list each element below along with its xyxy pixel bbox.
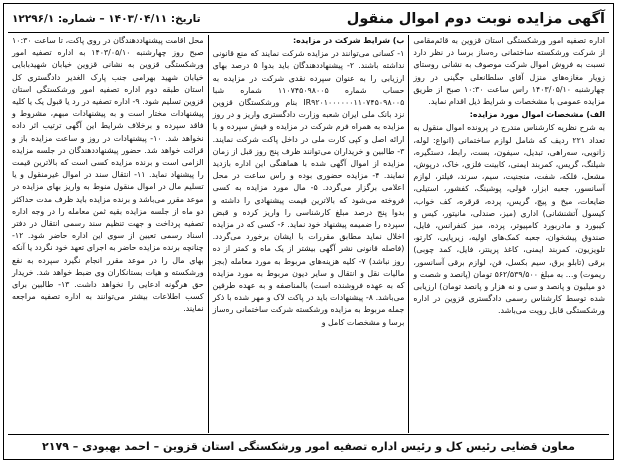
notice-header xyxy=(8,6,609,33)
conditions-part-2: محل اقامت پیشنهاددهندگان در روی پاکت، تا ساعت ۱۰:۳۰ صبح روز چهارشنبه ۱۴۰۳/۰۵/۱۰ به اداره تصفیه امور ورشکستگی قزوین به نشانی قزوین خیابان شهیدبابایی خیابان شهید بهرامی جنب پارک الغدیر دادگستری کل استان طبقه دوم اداره تصفیه امور ورشکستگی استان قزوین تسلیم شود. ۹- اداره تصفیه در رد یا قبول یک یا کلیه پیشنهادات مختار است و به پیشنهادات مبهم، مشروط و فاقد سپرده و برخلاف شرایط این آگهی ترتیب اثر داده نخواهد شد. ۱۰- پیشنهادات در روز و ساعت مزایده باز و قرائت خواهد شد. حضور پیشنهاددهندگان در جلسه مزایده الزامی است و برنده مزایده کسی است که بالاترین قیمت را پیشنهاد نماید. ۱۱- انتقال سند در اموال غیرمنقول و یا تسلیم مال در اموال منقول منوط به واریز بهای مزایده در موعد مقرر می‌باشد و برنده مزایده باید ظرف مدت حداکثر دو ماه از جلسه مزایده بقیه ثمن معامله را در وجه اداره تصفیه پرداخت و جهت تنظیم سند رسمی انتقال در دفتر اسناد رسمی تعیین از سوی این اداره حاضر شود. ۱۲- چنانچه برنده مزایده حاضر به اجرای تعهد خود نگردد یا آنکه بهای مال را در موعد مقرر انجام نگیرد سپرده به نفع ورشکسته و هیات بستانکاران وی ضبط خواهد شد. خریدار حق هرگونه ادعایی را نخواهد داشت. ۱۳- طالبین برای کسب اطلاعات بیشتر می‌توانند به اداره تصفیه مراجعه نمایند. xyxy=(11,36,204,314)
section-a-heading: الف) مشخصات اموال مورد مزایده: xyxy=(469,110,605,120)
column-middle xyxy=(209,35,410,433)
column-right xyxy=(409,35,609,433)
intro-paragraph: اداره تصفیه امور ورشکستگی استان قزوین به قائم‌مقامی از شرکت ورشکسته ساختمانی ره‌ساز برسا در نظر دارد نسبت به فروش اموال شرکت موصوف به نشانی روستای زویار مغازه‌های منزل آقای سلطانعلی جگینی در روز چهارشنبه ۱۴۰۳/۰۵/۱۰ راس ساعت ۱۰:۳۰ صبح از طریق مزایده عمومی با مشخصات و شرایط ذیل اقدام نماید. xyxy=(413,36,605,107)
auction-notice xyxy=(3,3,614,460)
notice-title: آگهی مزایده نوبت دوم اموال منقول xyxy=(346,11,605,27)
column-left xyxy=(8,35,209,433)
items-description: به شرح نظریه کارشناس مندرج در پرونده اموال منقول به تعداد ۲۲۱ ردیف که شامل لوازم ساختمانی (انواع: لوله، زانویی، سه‌راهی، تبدیل، سیفون، بست، رابط، دستگیره، شیلنگ، گریس، کمربند ایمنی، کابینت فلزی، خاک، درپوش، مشعل، فلکه، شفت، منجنیت، سیم، سرند، فیلتر، لوازم آسانسور، جعبه ابزار، قولی، پوشینگ، کفشور، استیلی، ضایعات، میخ و پیچ، گریس، پرده، قرقره، کف خواب، کیسول آتشنشانی) اداری (میز، صندلی، مانیتور، کیس و کیبورد و مادربورد کامپیوتر، پرده، میز کنفرانس، فایل، صندوق پیشخوان، جعبه کمک‌های اولیه، زیرپایی، کارتو، تلویزیون، کمربند ایمنی، کاغذ پرینتر، فایل، کمد چوبی) برقی (تابلو برق، سیم بکسل، فن، لوازم برقی آسانسور، ریموت) و… به مبلغ ۵۶۲/۵۳۹/۵۰۰ تومان (پانصد و شصت و دو میلیون و پانصد و سی و نه هزار و پانصد تومان) ارزیابی شده توسط کارشناس رسمی دادگستری قزوین در اداره ورشکستگی قابل رویت می‌باشد. xyxy=(413,123,606,316)
conditions-part-1: ۱- کسانی می‌توانند در مزایده شرکت نمایند که منع قانونی نداشته باشند. ۲- پیشنهاددهندگان باید بدوا ۵ درصد بهای ارزیابی را به عنوان سپرده نقدی شرکت در مزایده به حساب شماره ۱۱۰۷۴۵۰۹۸۰۰۵ شماره شبا IR۹۲۰۱۰۰۰۰۰۰۱۱۰۷۴۵۰۹۸۰۰۵ بنام ورشکستگان قزوین نزد بانک ملی ایران شعبه وزارت دادگستری واریز و در روز مزایده به همراه فرم شرکت در مزایده و فیش سپرده و با ارائه اصل و کپی کارت ملی در داخل پاکت شرکت نمایند. ۳- طالبین و خریداران می‌توانند ظرف پنج روز قبل از زمان مزایده از اموال آگهی شده با هماهنگی این اداره بازدید نمایند. ۴- مزایده حضوری بوده و راس ساعت در محل اعلامی برگزار می‌گردد. ۵- مال مورد مزایده به کسی فروخته می‌شود که بالاترین قیمت پیشنهادی را داشته و بدوا پنج درصد مبلغ کارشناسی را واریز کرده و قبض سپرده را ضمیمه پیشنهاد خود نماید. ۶- کسی که در مزایده اخلال نماید مطابق مقررات با ایشان برخورد می‌گردد. (فاصله قانونی نشر آگهی بیشتر از یک ماه و کمتر از ده روز نباشد) ۷- کلیه هزینه‌های مربوط به مورد معامله (بجز مالیات نقل و انتقال و سایر دیون مربوط به مورد مزایده که به عهده فروشنده است) بالمناصفه و به عهده طرفین می‌باشد. ۸- پیشنهادات باید در پاکت لاک و مهر شده با ذکر جمله مربوط به مزایده ورشکسته شرکت ساختمانی ره‌ساز برسا و مشخصات کامل و xyxy=(212,49,405,327)
notice-body xyxy=(8,35,609,433)
notice-date-number: تاریخ: ۱۴۰۳/۰۴/۱۱ – شماره: ۱۲۲۹۶/۱ xyxy=(12,13,201,25)
signature-text: معاون قضایی رئیس کل و رئیس اداره تصفیه امور ورشکستگی استان قزوین – احمد بهبودی – ۲۱۷۹ xyxy=(42,439,575,453)
signature-line xyxy=(8,434,609,457)
section-b-heading: ب) شرایط شرکت در مزایده: xyxy=(292,36,405,45)
